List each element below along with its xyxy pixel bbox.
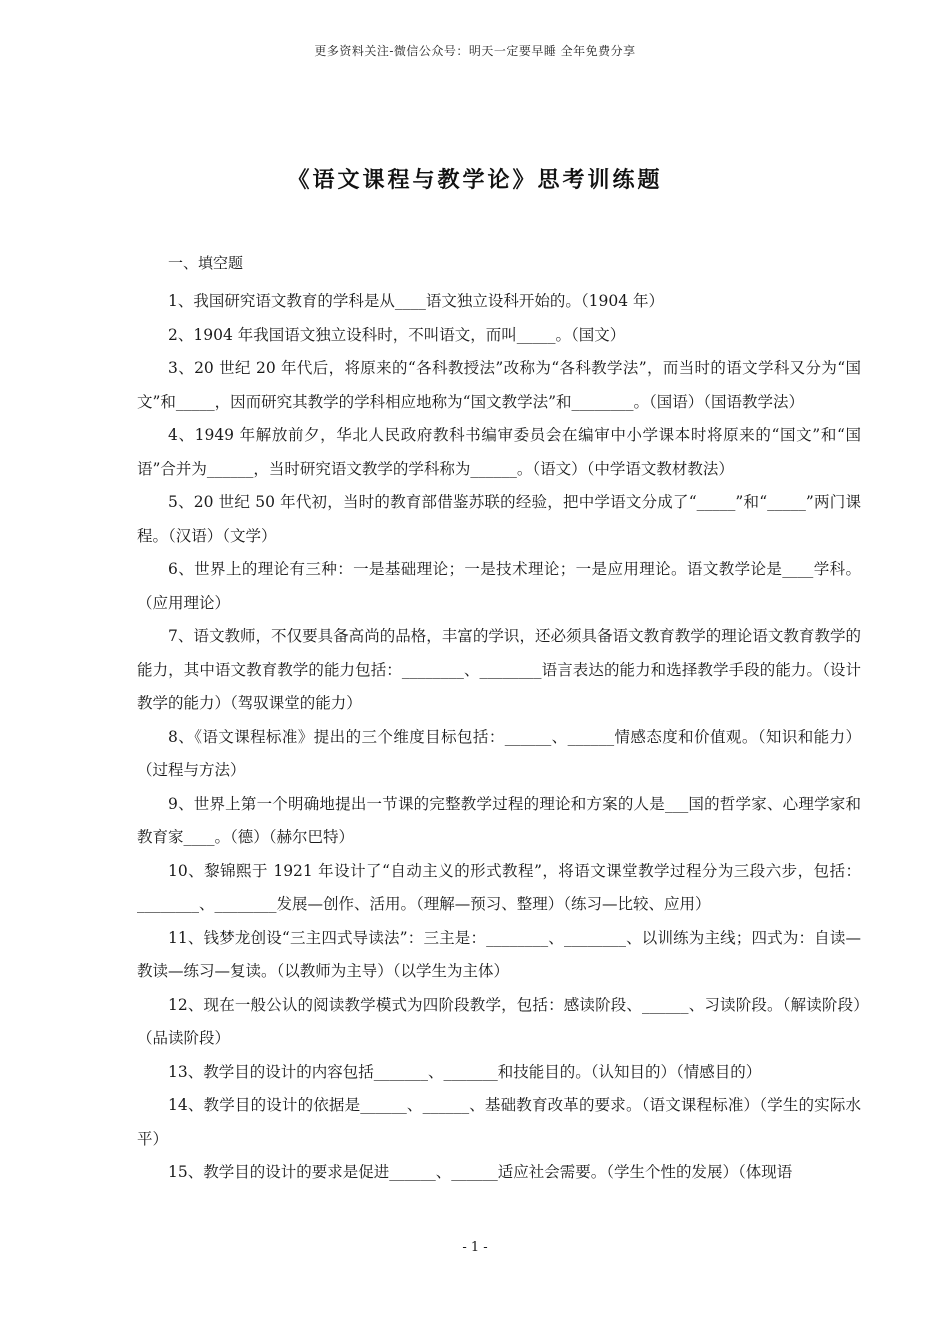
question-item: 10、黎锦熙于 1921 年设计了“自动主义的形式教程”，将语文课堂教学过程分为三段六步，包括：________、________发展—创作、活用。（理解—预习、整理）（练习—比较、应用） xyxy=(137,861,861,913)
question-item: 6、世界上的理论有三种：一是基础理论；一是技术理论；一是应用理论。语文教学论是____学科。（应用理论） xyxy=(137,560,861,612)
question-list xyxy=(137,285,861,1190)
question-item: 3、20 世纪 20 年代后，将原来的“各科教授法”改称为“各科教学法”，而当时的语文学科又分为“国文”和_____，因而研究其教学的学科相应地称为“国文教学法”和________。（国语）（国语教学法） xyxy=(137,359,861,411)
question-item: 15、教学目的设计的要求是促进______、______适应社会需要。（学生个性的发展）（体现语 xyxy=(168,1163,793,1181)
section-heading: 一、填空题 xyxy=(168,254,244,272)
header-note: 更多资料关注-微信公众号：明天一定要早睡 全年免费分享 xyxy=(314,44,636,58)
question-item: 13、教学目的设计的内容包括_______、_______和技能目的。（认知目的）（情感目的） xyxy=(168,1062,762,1081)
question-item: 8、《语文课程标准》提出的三个维度目标包括：______、______情感态度和价值观。（知识和能力）（过程与方法） xyxy=(137,727,861,779)
question-item: 2、1904 年我国语文独立设科时，不叫语文，而叫_____。（国文） xyxy=(168,325,626,344)
document-title: 《语文课程与教学论》思考训练题 xyxy=(287,167,663,193)
question-item: 4、1949 年解放前夕，华北人民政府教科书编审委员会在编审中小学课本时将原来的“国文”和“国语”合并为______，当时研究语文教学的学科称为______。（语文）（中学语文教材教法） xyxy=(137,426,861,478)
question-item: 11、钱梦龙创设“三主四式导读法”：三主是：________、________、以训练为主线；四式为：自读—教读—练习—复读。（以教师为主导）（以学生为主体） xyxy=(137,928,861,980)
question-item: 12、现在一般公认的阅读教学模式为四阶段教学，包括：感读阶段、______、习读阶段。（解读阶段）（品读阶段） xyxy=(137,995,861,1047)
question-item: 5、20 世纪 50 年代初，当时的教育部借鉴苏联的经验，把中学语文分成了“_____”和“_____”两门课程。（汉语）（文学） xyxy=(137,493,861,545)
question-item: 1、我国研究语文教育的学科是从____语文独立设科开始的。（1904 年） xyxy=(168,292,664,310)
page-number: - 1 - xyxy=(462,1240,488,1255)
question-item: 9、世界上第一个明确地提出一节课的完整教学过程的理论和方案的人是___国的哲学家、心理学家和教育家____。（德）（赫尔巴特） xyxy=(137,794,861,846)
question-item: 7、语文教师，不仅要具备高尚的品格，丰富的学识，还必须具备语文教育教学的理论语文教育教学的能力，其中语文教育教学的能力包括：________、________语言表达的能力和选择教学手段的能力。（设计教学的能力）（驾驭课堂的能力） xyxy=(137,627,861,712)
question-item: 14、教学目的设计的依据是______、______、基础教育改革的要求。（语文课程标准）（学生的实际水平） xyxy=(137,1096,861,1148)
